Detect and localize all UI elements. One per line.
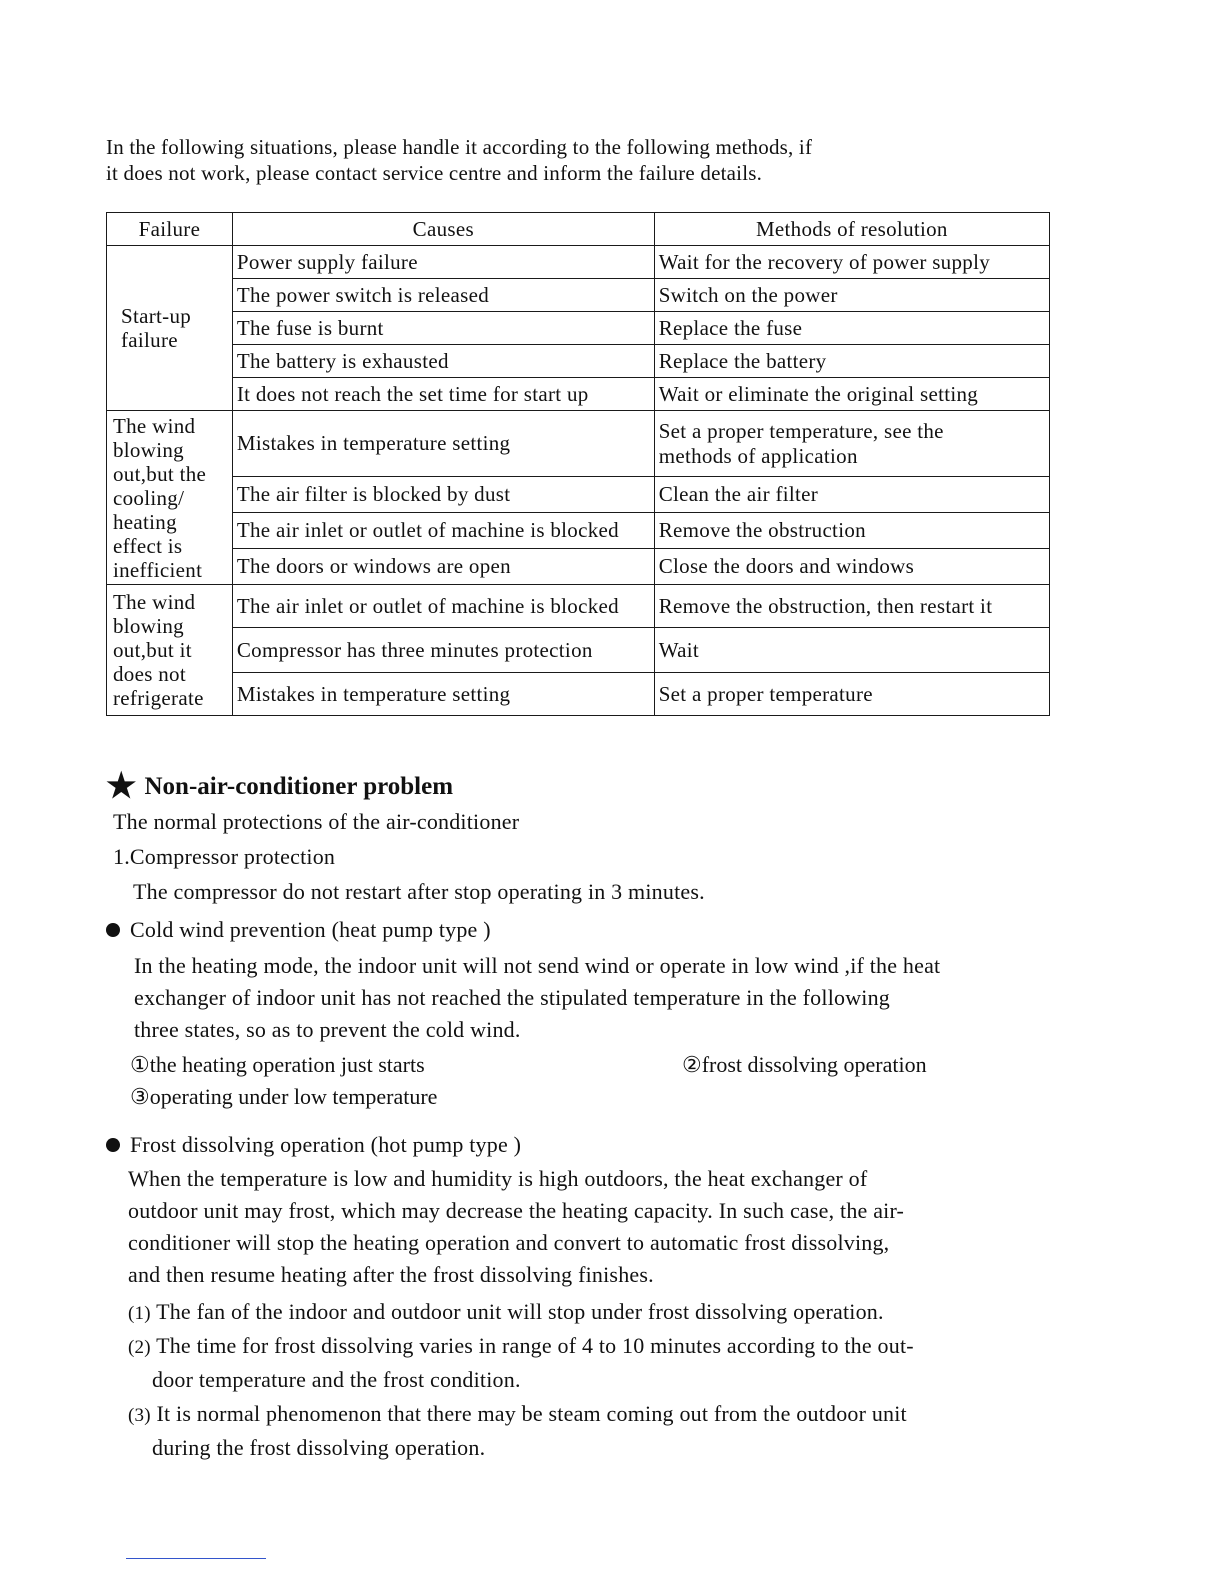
table-row (107, 628, 1050, 673)
non-ac-problem-section (106, 768, 1206, 1464)
frost-line: conditioner will stop the heating operation and convert to automatic frost dissolving, (128, 1230, 890, 1255)
intro-paragraph (106, 134, 812, 186)
failure-line: out,but the (113, 461, 207, 486)
method-cell: Switch on the power (654, 279, 1049, 312)
method-cell: Replace the fuse (654, 312, 1049, 345)
section-title (106, 768, 1206, 806)
header-failure: Failure (107, 213, 233, 246)
frost-point-3-cont: during the frost dissolving operation. (152, 1435, 486, 1460)
failure-line: The wind (113, 413, 196, 438)
cause-cell: The power switch is released (232, 279, 654, 312)
table-row (107, 411, 1050, 477)
failure-line: The wind (113, 590, 196, 614)
state-3: ③operating under low temperature (130, 1084, 438, 1109)
star-icon: ★ (106, 768, 137, 805)
point-number: (1) (128, 1303, 151, 1324)
method-cell: Remove the obstruction, then restart it (654, 585, 1049, 628)
method-cell: Replace the battery (654, 345, 1049, 378)
point-text: The fan of the indoor and outdoor unit will stop under frost dissolving operation. (156, 1299, 884, 1324)
table-row (107, 549, 1050, 585)
point-text: The time for frost dissolving varies in range of 4 to 10 minutes according to the out- (156, 1333, 914, 1358)
cause-cell: The fuse is burnt (232, 312, 654, 345)
header-causes: Causes (232, 213, 654, 246)
method-cell: Close the doors and windows (654, 549, 1049, 585)
frost-line: When the temperature is low and humidity is high outdoors, the heat exchanger of (128, 1166, 868, 1191)
method-cell (654, 411, 1049, 477)
intro-line-2: it does not work, please contact service centre and inform the failure details. (106, 161, 763, 185)
failure-cell-startup (107, 246, 233, 411)
cold-states-2 (106, 1081, 1206, 1113)
failure-cell-not-refrigerate (107, 585, 233, 716)
table-row (107, 585, 1050, 628)
frost-point-2-cont: door temperature and the frost condition. (152, 1367, 521, 1392)
frost-line: and then resume heating after the frost dissolving finishes. (128, 1262, 654, 1287)
failure-line: heating (113, 509, 177, 534)
cause-cell: Compressor has three minutes protection (232, 628, 654, 673)
method-cell: Wait for the recovery of power supply (654, 246, 1049, 279)
method-line: Set a proper temperature, see the (658, 418, 944, 443)
cause-cell: The battery is exhausted (232, 345, 654, 378)
section-subtitle: The normal protections of the air-conditioner (113, 809, 520, 834)
header-methods: Methods of resolution (654, 213, 1049, 246)
failure-line: cooling/ (113, 485, 185, 510)
item1-text: The compressor do not restart after stop operating in 3 minutes. (133, 879, 705, 904)
table-row (107, 378, 1050, 411)
method-cell: Clean the air filter (654, 477, 1049, 513)
bullet-dot-icon (106, 1138, 120, 1152)
method-cell: Set a proper temperature (654, 673, 1049, 716)
cause-cell: It does not reach the set time for start up (232, 378, 654, 411)
intro-line-1: In the following situations, please handle it according to the following methods, if (106, 135, 813, 159)
troubleshooting-table (106, 212, 1050, 716)
point-number: (3) (128, 1405, 151, 1426)
cold-line: In the heating mode, the indoor unit will not send wind or operate in low wind ,if the heat (134, 953, 941, 978)
cause-cell: Mistakes in temperature setting (232, 673, 654, 716)
failure-line: blowing (113, 437, 184, 462)
failure-line: effect is (113, 533, 183, 558)
frost-heading-row (106, 1129, 1206, 1161)
table-row (107, 312, 1050, 345)
failure-line: failure (121, 328, 178, 352)
method-cell: Remove the obstruction (654, 513, 1049, 549)
point-number: (2) (128, 1337, 151, 1358)
method-cell: Wait (654, 628, 1049, 673)
failure-line: Start-up (121, 304, 192, 328)
failure-line: blowing (113, 614, 184, 638)
failure-line: out,but it (113, 638, 192, 662)
cold-line: exchanger of indoor unit has not reached the stipulated temperature in the following (134, 985, 891, 1010)
frost-body (106, 1163, 1206, 1464)
frost-heading: Frost dissolving operation (hot pump type ) (130, 1132, 522, 1157)
frost-point-1 (128, 1296, 1206, 1330)
frost-line: outdoor unit may frost, which may decrease the heating capacity. In such case, the air- (128, 1198, 905, 1223)
table-row (107, 246, 1050, 279)
cause-cell: The air inlet or outlet of machine is blocked (232, 513, 654, 549)
cause-cell: Power supply failure (232, 246, 654, 279)
table-row (107, 279, 1050, 312)
cold-wind-heading-row (106, 914, 1206, 946)
cause-cell: The doors or windows are open (232, 549, 654, 585)
cause-cell: The air filter is blocked by dust (232, 477, 654, 513)
failure-cell-inefficient (107, 411, 233, 585)
frost-point-2 (128, 1330, 1206, 1364)
cold-line: three states, so as to prevent the cold wind. (134, 1017, 521, 1042)
state-2: ②frost dissolving operation (682, 1052, 927, 1077)
cause-cell: Mistakes in temperature setting (232, 411, 654, 477)
state-1: ①the heating operation just starts (130, 1052, 425, 1077)
failure-line: inefficient (113, 557, 203, 582)
bottom-divider (126, 1558, 266, 1559)
failure-line: does not (113, 662, 186, 686)
method-cell: Wait or eliminate the original setting (654, 378, 1049, 411)
frost-point-3 (128, 1398, 1206, 1432)
table-row (107, 513, 1050, 549)
cold-states (106, 1049, 1206, 1081)
cold-wind-body (106, 950, 1206, 1046)
table-row (107, 345, 1050, 378)
table-row (107, 477, 1050, 513)
item1-heading: 1.Compressor protection (113, 844, 336, 869)
bullet-dot-icon (106, 923, 120, 937)
point-text: It is normal phenomenon that there may be steam coming out from the outdoor unit (156, 1401, 907, 1426)
table-row (107, 673, 1050, 716)
table-header-row (107, 213, 1050, 246)
method-line: methods of application (658, 443, 858, 468)
failure-line: refrigerate (113, 686, 204, 710)
cold-wind-heading: Cold wind prevention (heat pump type ) (130, 917, 491, 942)
cause-cell: The air inlet or outlet of machine is blocked (232, 585, 654, 628)
section-title-text: Non-air-conditioner problem (144, 773, 454, 800)
